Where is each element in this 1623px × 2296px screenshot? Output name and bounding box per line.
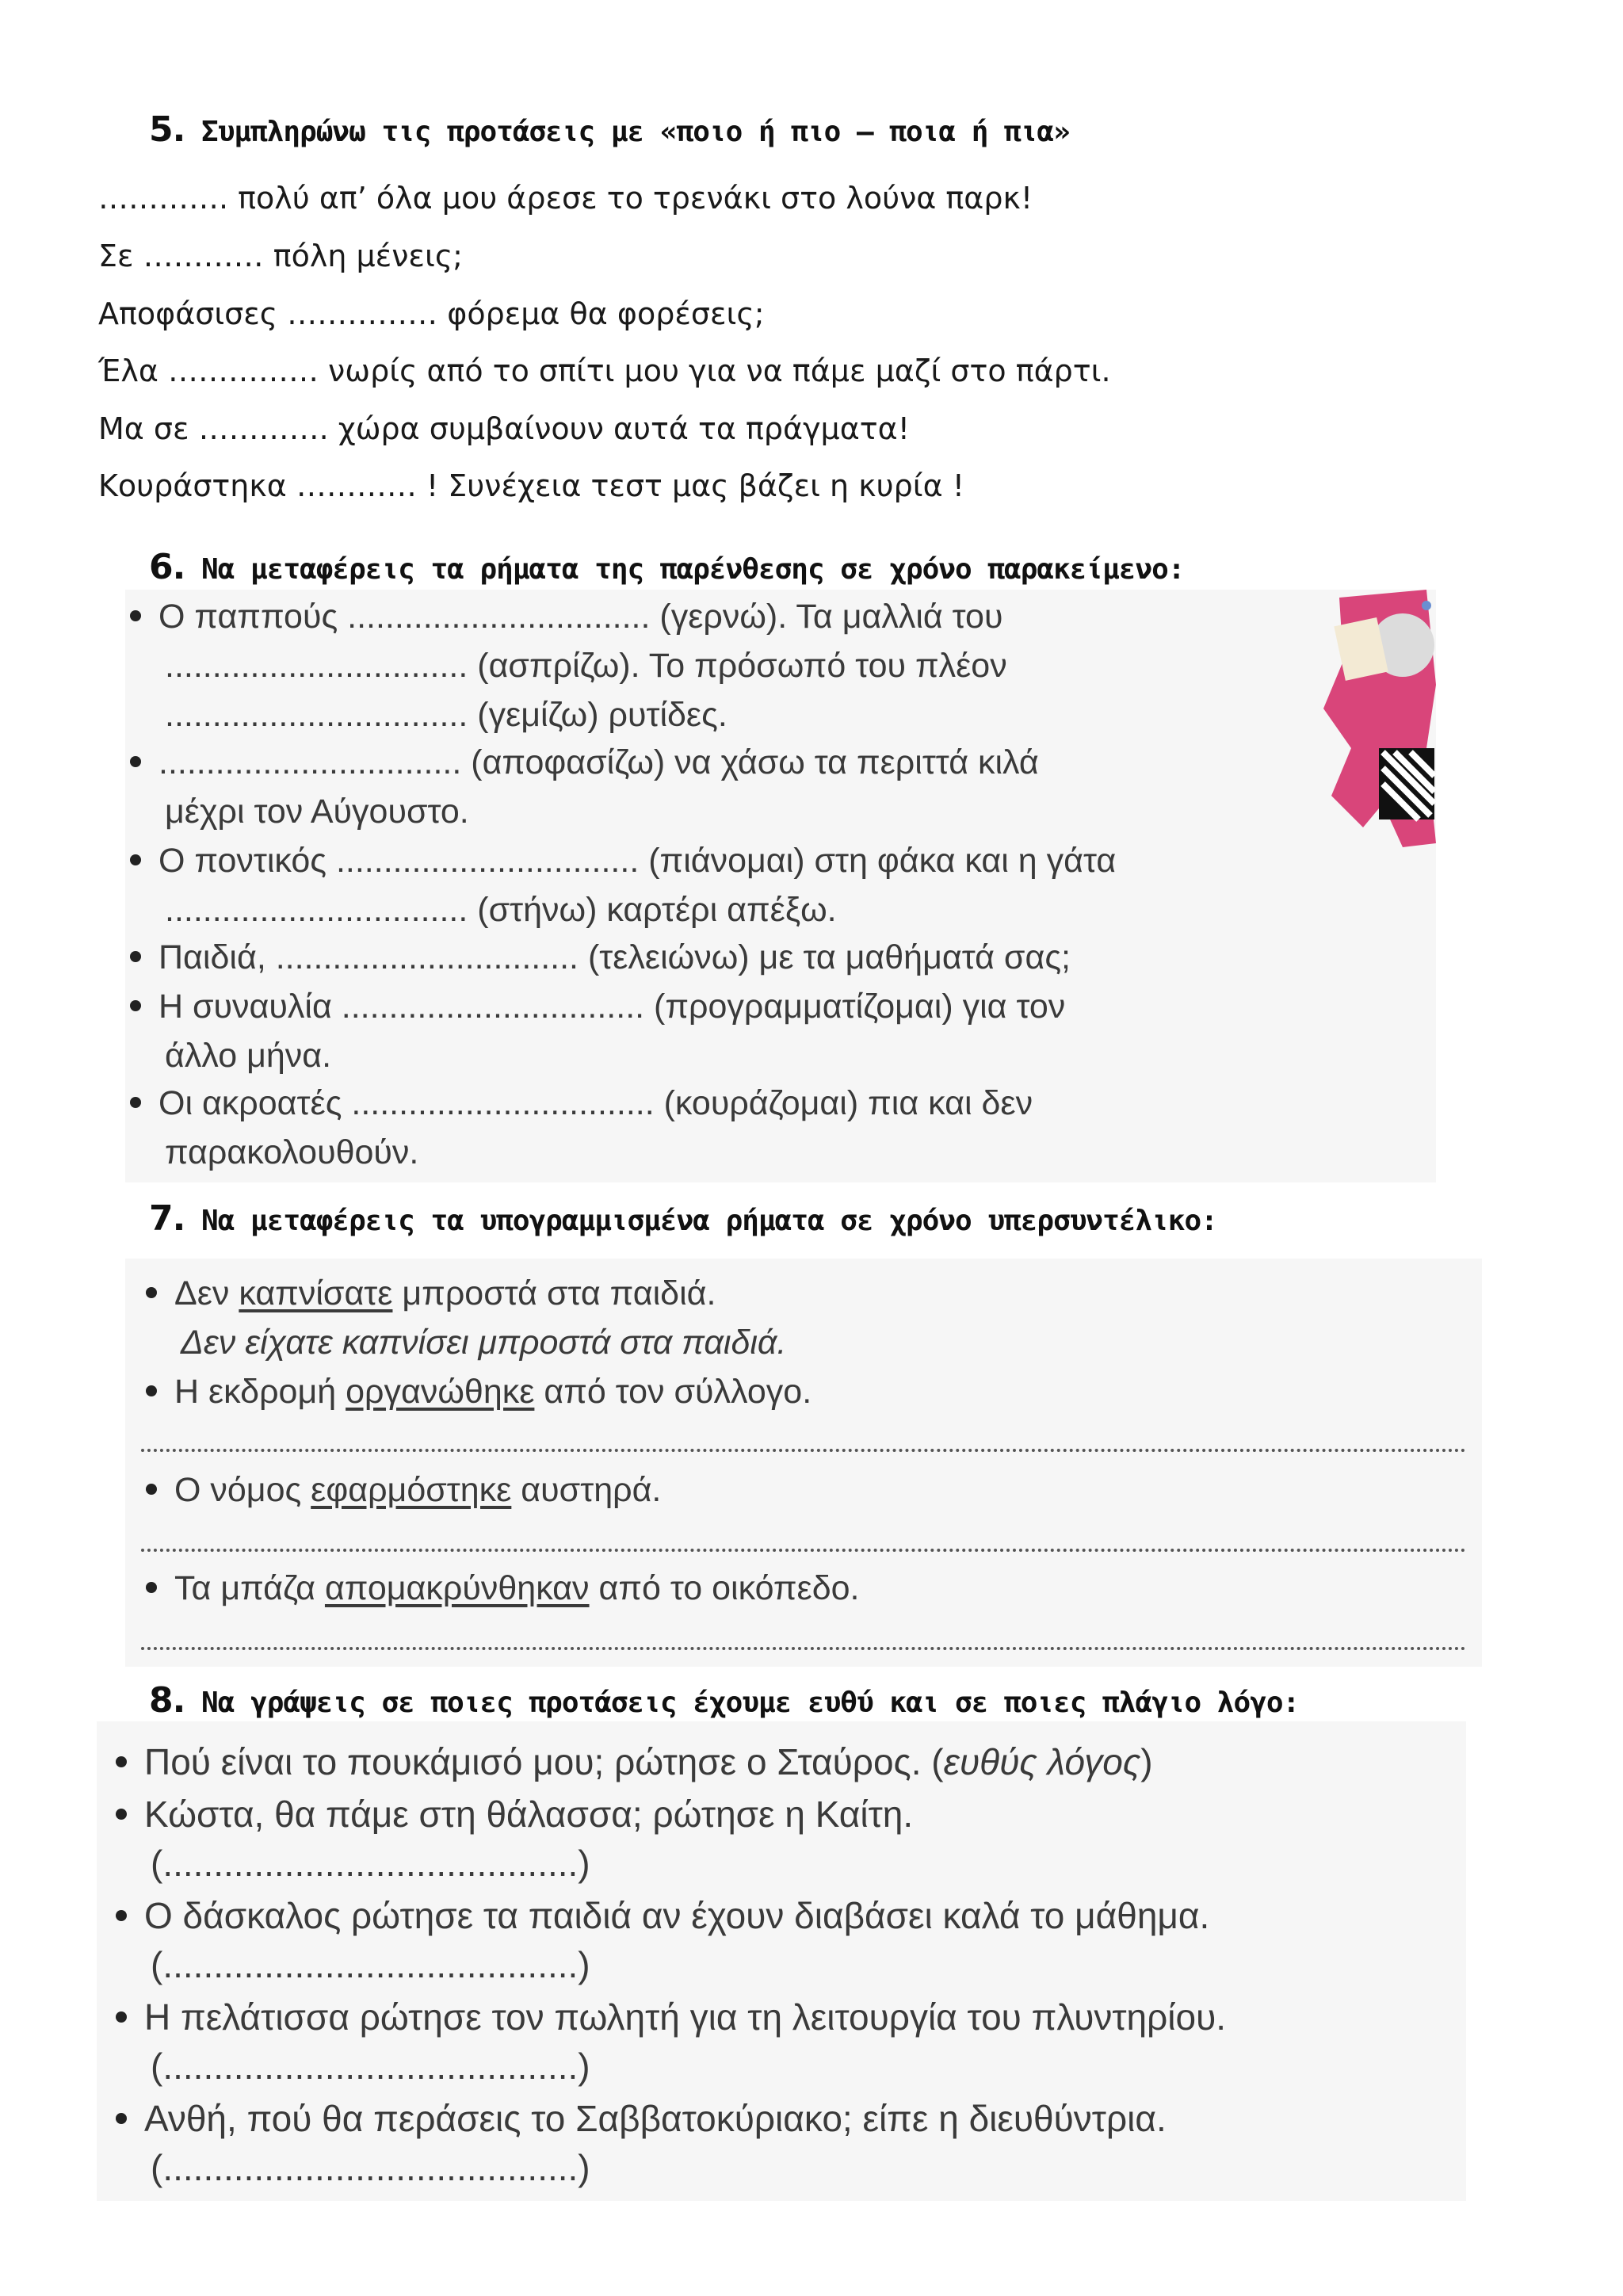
s7-item-2: Η εκδρομή οργανώθηκε από τον σύλλογο. xyxy=(146,1373,812,1412)
section-8-number: 8. xyxy=(149,1680,185,1721)
section-7-number: 7. xyxy=(149,1198,185,1239)
bullet-icon xyxy=(116,1809,127,1820)
s8-blank-3: (.........................................) xyxy=(151,1944,590,1985)
s6-line-1: Ο παππούς ................................ (γερνώ). Τα μαλλιά του xyxy=(130,598,1003,636)
bullet-icon xyxy=(130,756,141,767)
bullet-icon xyxy=(146,1385,157,1396)
section-5-line-2: Σε ………… πόλη μένεις; xyxy=(98,239,463,273)
s6-line-2: ................................ (ασπρίζω). Το πρόσωπό του πλέον xyxy=(165,647,1007,685)
section-7-exercise-image xyxy=(125,1259,1482,1667)
s8-item-2: Κώστα, θα πάμε στη θάλασσα; ρώτησε η Καίτη. xyxy=(116,1793,913,1836)
s7-answer-line-1 xyxy=(141,1449,1466,1452)
s8-item-1: Πού είναι το πουκάμισό μου; ρώτησε ο Σταύρος. (ευθύς λόγος) xyxy=(116,1740,1153,1783)
s7-answer-line-2 xyxy=(141,1549,1466,1552)
s6-line-5: μέχρι τον Αύγουστο. xyxy=(165,793,469,831)
bullet-icon xyxy=(146,1582,157,1593)
s7-example-answer: Δεν είχατε καπνίσει μπροστά στα παιδιά. xyxy=(181,1324,787,1362)
section-6-exercise-image xyxy=(125,590,1436,1182)
s7-answer-line-3 xyxy=(141,1647,1466,1650)
section-5-line-5: Μα σε …………. χώρα συμβαίνουν αυτά τα πράγματα! xyxy=(98,411,910,446)
s6-line-11: Οι ακροατές ................................ (κουράζομαι) πια και δεν xyxy=(130,1084,1033,1123)
bullet-icon xyxy=(130,951,141,962)
section-5-line-3: Αποφάσισες …………… φόρεμα θα φορέσεις; xyxy=(98,296,765,331)
section-7-heading xyxy=(149,1198,1217,1239)
s6-line-10: άλλο μήνα. xyxy=(165,1037,332,1075)
s7-item-1: Δεν καπνίσατε μπροστά στα παιδιά. xyxy=(146,1274,716,1313)
section-5-line-1: …………. πολύ απ’ όλα μου άρεσε το τρενάκι στο λούνα παρκ! xyxy=(98,181,1033,216)
s6-line-3: ................................ (γεμίζω) ρυτίδες. xyxy=(165,696,727,734)
section-8-title: Να γράψεις σε ποιες προτάσεις έχουμε ευθύ και σε ποιες πλάγιο λόγο: xyxy=(201,1687,1300,1719)
s6-line-12: παρακολουθούν. xyxy=(165,1133,419,1171)
s8-blank-4: (.........................................) xyxy=(151,2046,590,2087)
section-5-number: 5. xyxy=(149,109,185,150)
s7-item-4: Τα μπάζα απομακρύνθηκαν από το οικόπεδο. xyxy=(146,1569,860,1608)
bullet-icon xyxy=(116,1756,127,1767)
section-6-title: Να μεταφέρεις τα ρήματα της παρένθεσης σε χρόνο παρακείμενο: xyxy=(201,553,1185,586)
section-8-exercise-image xyxy=(97,1721,1466,2201)
bullet-icon xyxy=(116,2011,127,2023)
s8-item-3: Ο δάσκαλος ρώτησε τα παιδιά αν έχουν διαβάσει καλά το μάθημα. xyxy=(116,1894,1209,1937)
bullet-icon xyxy=(146,1484,157,1495)
section-5-line-6: Κουράστηκα ………… ! Συνέχεια τεστ μας βάζει η κυρία ! xyxy=(98,468,964,503)
s7-item-3: Ο νόμος εφαρμόστηκε αυστηρά. xyxy=(146,1471,661,1510)
section-6-number: 6. xyxy=(149,547,185,587)
s8-item-4: Η πελάτισσα ρώτησε τον πωλητή για τη λειτουργία του πλυντηρίου. xyxy=(116,1996,1226,2038)
s6-line-9: Η συναυλία ................................ (προγραμματίζομαι) για τον xyxy=(130,988,1065,1026)
section-5-heading xyxy=(149,109,1070,150)
bullet-icon xyxy=(130,1000,141,1011)
s8-blank-2: (.........................................) xyxy=(151,1843,590,1884)
bullet-icon xyxy=(130,610,141,621)
section-8-heading xyxy=(149,1680,1299,1721)
bullet-icon xyxy=(116,1910,127,1921)
s6-line-6: Ο ποντικός ................................ (πιάνομαι) στη φάκα και η γάτα xyxy=(130,842,1116,881)
s6-line-8: Παιδιά, ................................ (τελειώνω) με τα μαθήματά σας; xyxy=(130,938,1071,977)
s6-line-4: ................................ (αποφασίζω) να χάσω τα περιττά κιλά xyxy=(130,743,1039,782)
bullet-icon xyxy=(130,1097,141,1108)
collage-decoration-icon xyxy=(1308,590,1436,851)
section-5-line-4: Έλα …………… νωρίς από το σπίτι μου για να πάμε μαζί στο πάρτι. xyxy=(98,353,1111,388)
section-6-heading xyxy=(149,547,1184,587)
s8-item-5: Ανθή, πού θα περάσεις το Σαββατοκύριακο; είπε η διευθύντρια. xyxy=(116,2097,1167,2140)
section-5-title: Συμπληρώνω τις προτάσεις με «ποιο ή πιο – ποια ή πια» xyxy=(201,116,1070,148)
s6-line-7: ................................ (στήνω) καρτέρι απέξω. xyxy=(165,891,837,929)
section-7-title: Να μεταφέρεις τα υπογραμμισμένα ρήματα σε χρόνο υπερσυντέλικο: xyxy=(201,1205,1217,1237)
bullet-icon xyxy=(116,2113,127,2124)
bullet-icon xyxy=(130,854,141,865)
bullet-icon xyxy=(146,1287,157,1298)
s8-blank-5: (.........................................) xyxy=(151,2147,590,2188)
